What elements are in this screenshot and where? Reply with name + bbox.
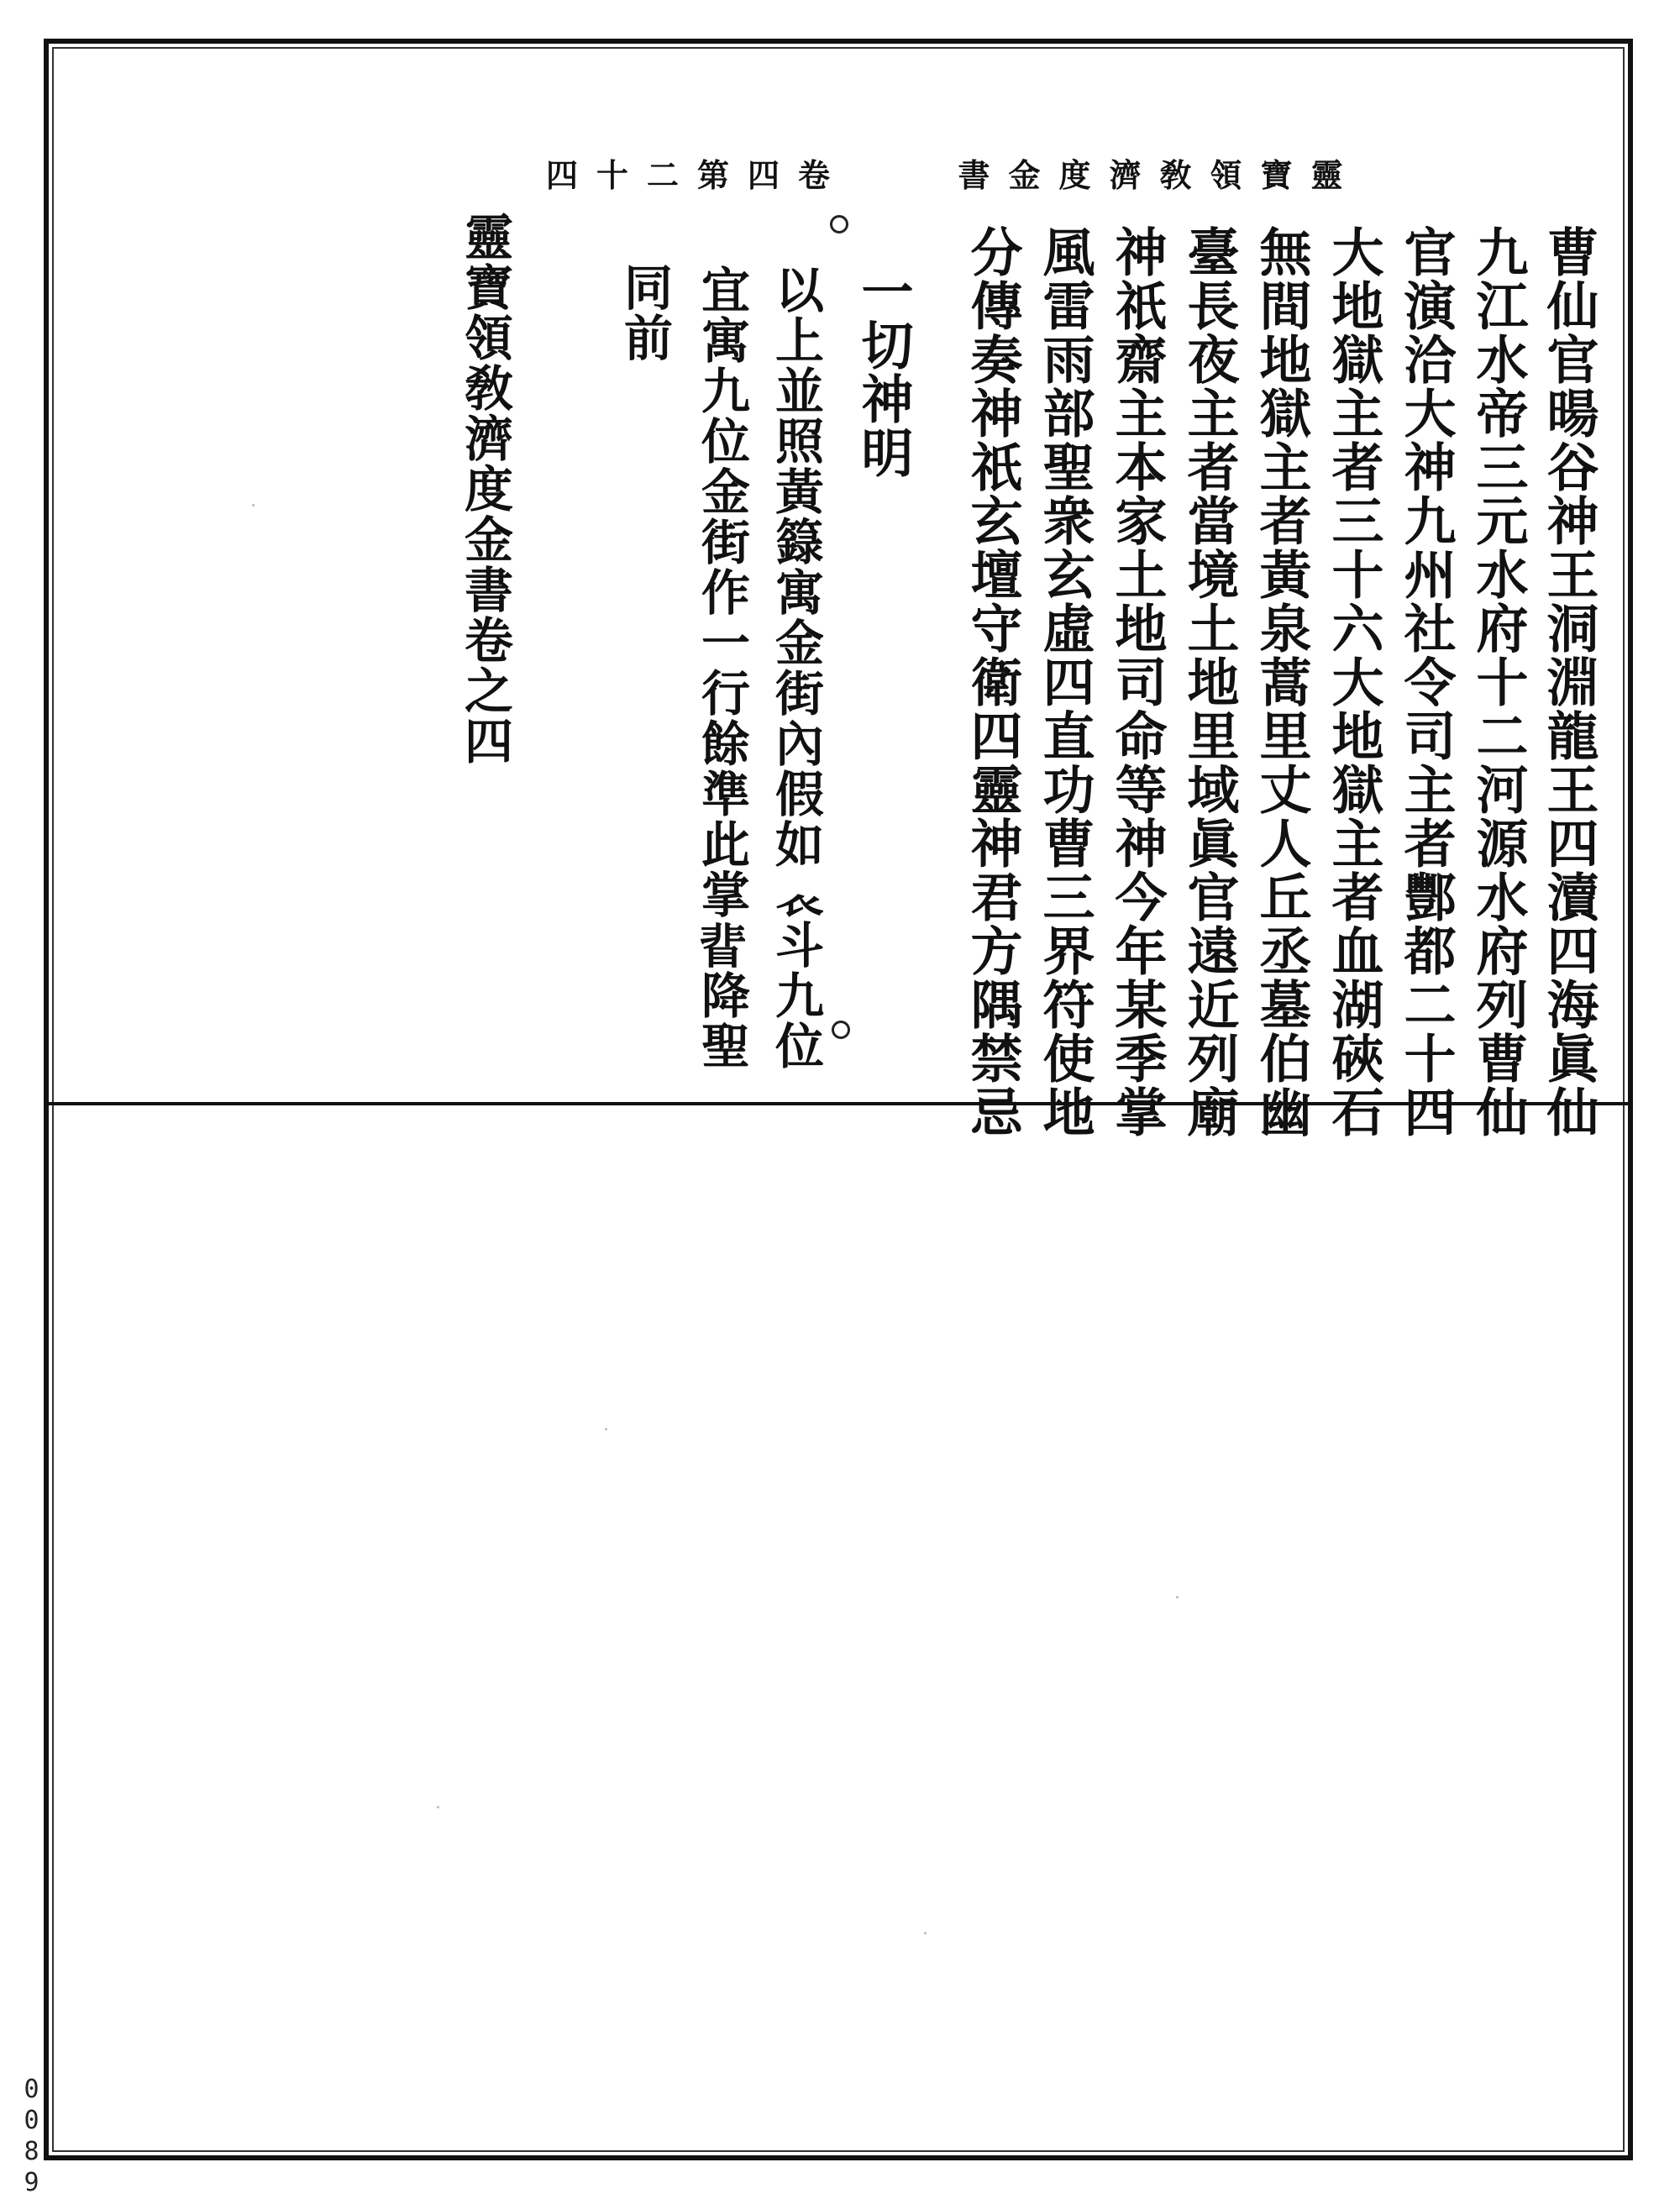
scan-speckle: [605, 1428, 607, 1430]
punctuation-circle-mark: [832, 1021, 850, 1039]
running-header: [546, 150, 1362, 196]
text-column-8: 風雷雨部聖衆玄虛四直功曹三界符使地: [1034, 225, 1095, 1139]
text-column-4: 大地獄主者三十六大地獄主者血湖硤石: [1323, 225, 1384, 1139]
scan-speckle: [252, 504, 255, 506]
scan-speckle: [1176, 1596, 1179, 1598]
scan-speckle: [924, 1932, 927, 1934]
header-title: 靈寶領敎濟度金書: [958, 156, 1362, 194]
text-column-13: 同前: [616, 262, 673, 363]
chapter-end-title: 靈寶領敎濟度金書卷之四: [456, 212, 513, 766]
text-column-6: 臺長夜主者當境土地里域眞官遠近列廟: [1179, 225, 1240, 1139]
text-column-2: 九江水帝三元水府十二河源水府列曹仙: [1467, 225, 1529, 1139]
text-column-11: 以上並照黃籙寓金街內假如𧘇斗九位: [767, 265, 824, 1071]
scan-speckle: [437, 1806, 439, 1808]
page-number: 0089: [17, 2075, 46, 2199]
text-column-5: 無間地獄主者黃泉蒿里丈人丘丞墓伯幽: [1251, 225, 1312, 1139]
text-column-9: 分傳奏神祇玄壇守衛四靈神君方隅禁忌: [962, 225, 1023, 1139]
text-column-7: 神祇齋主本家土地司命等神今年某季掌: [1106, 225, 1168, 1139]
text-column-12: 宜寓九位金街作一行餘準此掌𥇖降聖: [693, 265, 750, 1071]
text-column-10: 一切神明: [853, 265, 914, 480]
header-volume: 卷四第二十四: [546, 156, 849, 194]
punctuation-circle-mark: [830, 215, 848, 234]
text-column-3: 官演洽大神九州社令司主者酆都二十四: [1395, 225, 1457, 1139]
text-column-1: 曹仙官暘谷神王洞淵龍王四瀆四海眞仙: [1538, 225, 1599, 1139]
